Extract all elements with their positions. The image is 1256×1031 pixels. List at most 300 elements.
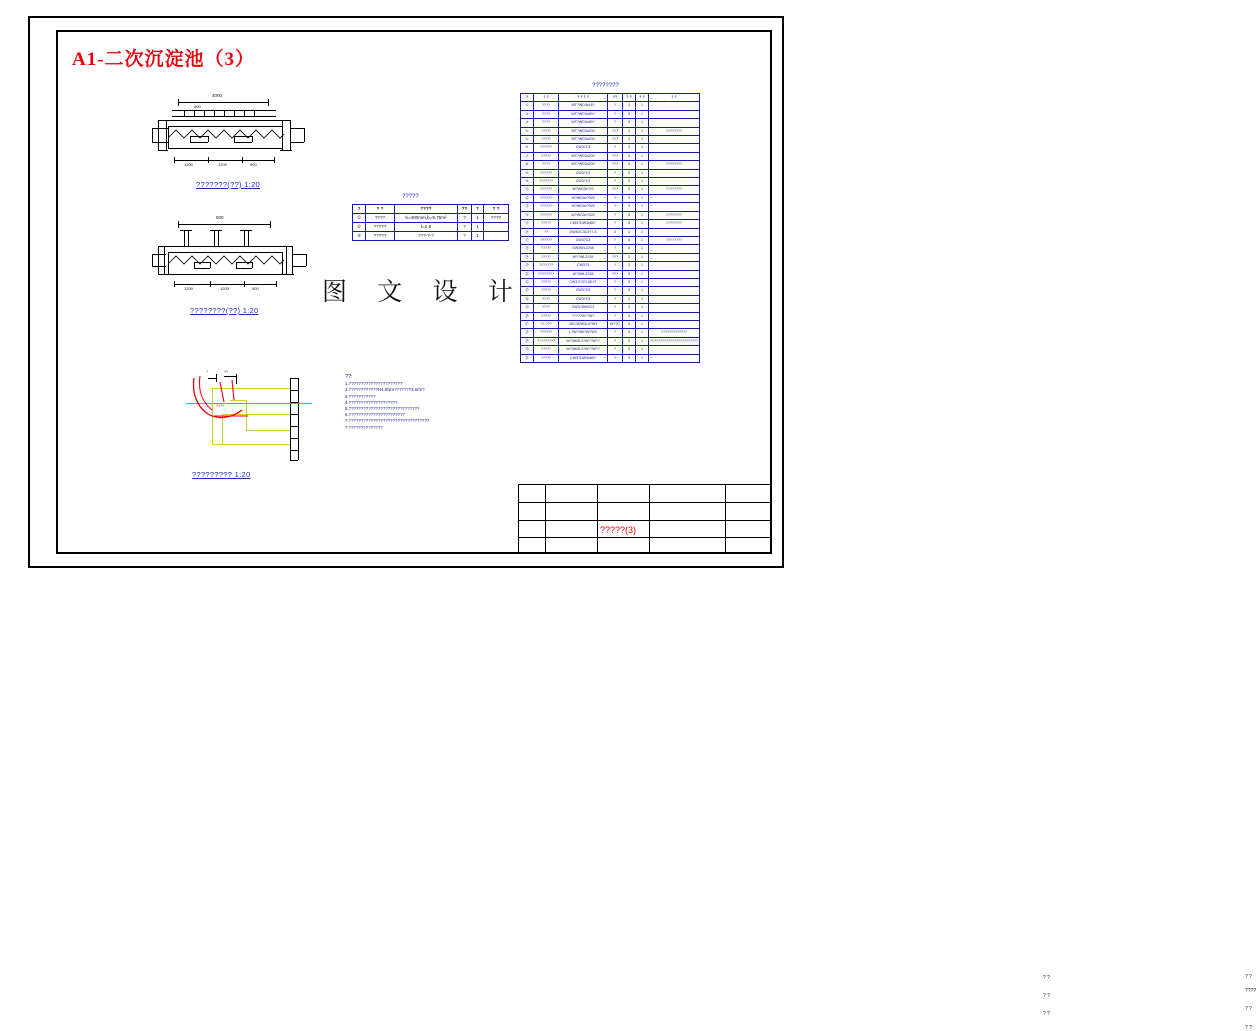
bom-cell: ㉗ bbox=[521, 320, 534, 328]
bom-cell: 3 bbox=[623, 228, 636, 236]
bom-cell: ⑩ bbox=[521, 178, 534, 186]
bom-cell: ????? bbox=[534, 312, 559, 320]
bom-cell: 1 bbox=[636, 186, 649, 194]
bom-cell: 1 bbox=[636, 203, 649, 211]
title-block-label: ? ? bbox=[1245, 974, 1252, 980]
bom-cell: ㉑ bbox=[521, 270, 534, 278]
bom-cell: CW3?DW3C3 bbox=[559, 304, 608, 312]
bom-cell: 1 bbox=[636, 287, 649, 295]
bom-cell bbox=[649, 110, 700, 118]
bom-cell: ???????? bbox=[649, 236, 700, 244]
bom-cell: WT?WD3x50? bbox=[559, 119, 608, 127]
bom-cell: 1 bbox=[636, 161, 649, 169]
bom-th: ? ? ? ? bbox=[559, 94, 608, 102]
bom-cell: 1 bbox=[636, 312, 649, 320]
bom-cell: ??? bbox=[608, 136, 623, 144]
bom-cell: 3 bbox=[623, 262, 636, 270]
bom-cell: W?3W3L3?W??W?? bbox=[559, 337, 608, 345]
param-cell bbox=[484, 232, 509, 241]
bom-cell: 3 bbox=[623, 127, 636, 135]
param-table bbox=[352, 204, 509, 241]
bom-row bbox=[521, 110, 700, 118]
bom-cell: CW3?C3?L3D?T bbox=[559, 278, 608, 286]
bom-cell: 3 bbox=[623, 203, 636, 211]
bom-cell: 1 bbox=[636, 236, 649, 244]
bom-cell: ㉚ bbox=[521, 346, 534, 354]
scraper-arm-detail bbox=[190, 372, 270, 432]
bom-cell: 1 bbox=[636, 169, 649, 177]
bom-cell: W?WD3x?020 bbox=[559, 203, 608, 211]
param-th: ???? bbox=[395, 205, 458, 214]
bom-cell: 3 bbox=[623, 144, 636, 152]
bom-cell: 3 bbox=[623, 354, 636, 362]
bom-cell: ㉔ bbox=[521, 295, 534, 303]
bom-cell: ㉖ bbox=[521, 312, 534, 320]
bom-th: ?? bbox=[608, 94, 623, 102]
bom-cell: ?????? bbox=[534, 329, 559, 337]
bom-cell: ? bbox=[608, 236, 623, 244]
bom-cell: 1 bbox=[636, 320, 649, 328]
bom-cell: ? bbox=[608, 119, 623, 127]
bom-cell: ⑥ bbox=[521, 144, 534, 152]
bom-cell: CW3?DW3x80? bbox=[559, 220, 608, 228]
bom-cell: ?? bbox=[534, 228, 559, 236]
param-cell: ② bbox=[353, 223, 366, 232]
bom-row bbox=[521, 102, 700, 110]
bom-cell bbox=[649, 228, 700, 236]
bom-cell: W??WL3?28 bbox=[559, 253, 608, 261]
bom-cell bbox=[649, 262, 700, 270]
bom-header-row bbox=[521, 94, 700, 102]
bom-cell: ? bbox=[608, 312, 623, 320]
bom-cell: ???????? bbox=[649, 127, 700, 135]
bom-cell: 3 bbox=[623, 211, 636, 219]
bom-cell: ???? bbox=[534, 304, 559, 312]
bom-row bbox=[521, 169, 700, 177]
bom-cell: 3 bbox=[623, 278, 636, 286]
bom-row bbox=[521, 220, 700, 228]
bom-row bbox=[521, 320, 700, 328]
bom-cell: DW4DC3C4??-3 bbox=[559, 228, 608, 236]
bom-cell: ㉒ bbox=[521, 278, 534, 286]
bom-cell: 3 bbox=[623, 329, 636, 337]
bom-cell bbox=[649, 178, 700, 186]
title-block-label: ? ? bbox=[1245, 1025, 1252, 1031]
bom-cell: ? bbox=[608, 337, 623, 345]
bom-cell: ⑪ bbox=[521, 186, 534, 194]
bom-cell bbox=[649, 152, 700, 160]
param-cell: 1 bbox=[472, 214, 484, 223]
bom-cell: 3 bbox=[623, 295, 636, 303]
page-title: A1-二次沉淀池（3） bbox=[72, 49, 256, 70]
bom-cell: CW3?C3 bbox=[559, 144, 608, 152]
bom-cell: 1 bbox=[636, 102, 649, 110]
bom-cell: ⑮ bbox=[521, 220, 534, 228]
bom-cell: WT?WD3x200 bbox=[559, 161, 608, 169]
bom-cell: 3 bbox=[623, 337, 636, 345]
param-cell: ???-?-? bbox=[395, 232, 458, 241]
bom-cell bbox=[649, 136, 700, 144]
bom-cell: 1 bbox=[636, 304, 649, 312]
bom-cell: ???????? bbox=[649, 161, 700, 169]
param-th: ? bbox=[472, 205, 484, 214]
bom-cell: ???? bbox=[534, 119, 559, 127]
bom-cell: ㉓ bbox=[521, 287, 534, 295]
drawing-name: ?????(3) bbox=[600, 525, 637, 535]
bom-cell: 1 bbox=[636, 295, 649, 303]
bom-cell: ⑰ bbox=[521, 236, 534, 244]
bom-row bbox=[521, 203, 700, 211]
title-block-label: ???? bbox=[1245, 988, 1256, 994]
bom-cell: 4DC3DW3L4?W3 bbox=[559, 320, 608, 328]
bom-cell bbox=[649, 102, 700, 110]
bom-cell: 1 bbox=[636, 194, 649, 202]
param-cell: ③ bbox=[353, 232, 366, 241]
bom-cell: ⑭ bbox=[521, 211, 534, 219]
bom-cell bbox=[649, 354, 700, 362]
param-table-header-row bbox=[353, 205, 509, 214]
bom-cell: DW3WL3?48 bbox=[559, 245, 608, 253]
bom-row bbox=[521, 295, 700, 303]
bom-cell: 1 bbox=[636, 178, 649, 186]
bom-cell: ????? bbox=[534, 220, 559, 228]
bom-cell: ? bbox=[608, 203, 623, 211]
bom-cell bbox=[649, 287, 700, 295]
bom-th: ? ? bbox=[534, 94, 559, 102]
bom-title: ???????? bbox=[592, 83, 619, 89]
bom-cell: ?????W??W? bbox=[559, 312, 608, 320]
bom-cell: ????? bbox=[534, 253, 559, 261]
bom-cell: W?WD3x?020 bbox=[559, 194, 608, 202]
bom-cell: CW3?C3 bbox=[559, 287, 608, 295]
bom-cell: 1 bbox=[636, 228, 649, 236]
bom-cell bbox=[649, 320, 700, 328]
bom-cell: ③ bbox=[521, 119, 534, 127]
bom-cell bbox=[649, 346, 700, 354]
bom-cell: ???? bbox=[534, 161, 559, 169]
bom-cell: 1 bbox=[636, 144, 649, 152]
bom-row bbox=[521, 194, 700, 202]
bom-cell: ㉘ bbox=[521, 329, 534, 337]
bom-row bbox=[521, 136, 700, 144]
param-table-row bbox=[353, 232, 509, 241]
param-cell: ???? bbox=[366, 214, 395, 223]
bom-cell: ? bbox=[608, 304, 623, 312]
bom-cell: ???????? bbox=[649, 186, 700, 194]
bom-row bbox=[521, 354, 700, 362]
bom-cell: 1 bbox=[636, 127, 649, 135]
bom-cell bbox=[649, 295, 700, 303]
bom-cell: ???????? bbox=[649, 220, 700, 228]
bom-cell: ⑲ bbox=[521, 253, 534, 261]
bom-table bbox=[520, 93, 700, 363]
bom-cell: 3 bbox=[623, 346, 636, 354]
note-line: 4.???????????????????? bbox=[345, 399, 398, 405]
bom-cell: 1 bbox=[636, 354, 649, 362]
bom-cell: ??????? bbox=[534, 178, 559, 186]
bom-cell: ? bbox=[608, 287, 623, 295]
bom-row bbox=[521, 253, 700, 261]
bom-cell: ? bbox=[608, 245, 623, 253]
bom-cell: ④ bbox=[521, 127, 534, 135]
bom-cell: 3 bbox=[623, 320, 636, 328]
bom-cell: ⑳ bbox=[521, 262, 534, 270]
bom-cell: 1 bbox=[636, 245, 649, 253]
notes-heading: ??: bbox=[345, 374, 353, 380]
bom-cell: WT?WD3x200 bbox=[559, 127, 608, 135]
bom-cell: ????????????? bbox=[649, 329, 700, 337]
bom-row bbox=[521, 346, 700, 354]
param-cell: ???? bbox=[484, 214, 509, 223]
bom-th: ? ? bbox=[649, 94, 700, 102]
bom-cell: 3 bbox=[623, 270, 636, 278]
bom-cell: ??? bbox=[608, 186, 623, 194]
bom-cell: 1 bbox=[636, 211, 649, 219]
bom-cell: ? bbox=[608, 262, 623, 270]
bom-row bbox=[521, 262, 700, 270]
bom-cell: 1 bbox=[636, 110, 649, 118]
bom-th: ? ? bbox=[636, 94, 649, 102]
note-line: 7.?????????????? bbox=[345, 424, 383, 430]
bom-row bbox=[521, 127, 700, 135]
bom-cell: ???????? bbox=[534, 270, 559, 278]
bom-cell: ? bbox=[608, 178, 623, 186]
bom-cell: WT?WD3x18? bbox=[559, 102, 608, 110]
bom-row bbox=[521, 304, 700, 312]
bom-cell: ???? bbox=[534, 295, 559, 303]
bom-cell: ㉕ bbox=[521, 304, 534, 312]
bom-th: ? ? bbox=[623, 94, 636, 102]
bom-cell: ??????? bbox=[534, 262, 559, 270]
bom-row bbox=[521, 228, 700, 236]
bom-th: ? bbox=[521, 94, 534, 102]
bom-cell: ? bbox=[608, 110, 623, 118]
title-block-label: ? ? bbox=[1043, 1011, 1050, 1017]
bom-cell: 3 bbox=[608, 228, 623, 236]
bom-row bbox=[521, 312, 700, 320]
bom-cell: ⑯ bbox=[521, 228, 534, 236]
bom-cell: ?????? bbox=[534, 203, 559, 211]
bom-cell: 3 bbox=[623, 110, 636, 118]
bom-cell bbox=[649, 144, 700, 152]
bom-cell: 1 bbox=[636, 329, 649, 337]
bom-cell bbox=[649, 194, 700, 202]
bom-row bbox=[521, 178, 700, 186]
bom-cell: ? bbox=[608, 329, 623, 337]
title-block-label: ? ? bbox=[1245, 1006, 1252, 1012]
bom-cell: ? bbox=[608, 211, 623, 219]
bom-cell bbox=[649, 245, 700, 253]
bom-row bbox=[521, 270, 700, 278]
bom-cell: ????? bbox=[534, 278, 559, 286]
bom-cell: 3 bbox=[623, 253, 636, 261]
bom-row bbox=[521, 245, 700, 253]
bom-cell: ⑤ bbox=[521, 136, 534, 144]
param-cell: ????? bbox=[366, 232, 395, 241]
bom-cell: ???????? bbox=[649, 211, 700, 219]
bom-cell: ????? bbox=[534, 127, 559, 135]
bom-cell: WT?WD3x200 bbox=[559, 136, 608, 144]
bom-cell: 1 bbox=[636, 270, 649, 278]
bom-cell: W?WD3x?020 bbox=[559, 211, 608, 219]
bom-cell: ? bbox=[608, 169, 623, 177]
bom-cell: CW3?3 bbox=[559, 262, 608, 270]
bom-cell: ???? bbox=[534, 102, 559, 110]
bom-cell: 3 bbox=[623, 220, 636, 228]
bom-row bbox=[521, 144, 700, 152]
notes-block bbox=[345, 374, 495, 431]
bom-cell: ??? bbox=[608, 270, 623, 278]
bom-cell: ??? bbox=[608, 253, 623, 261]
view-plan-top-caption: ???????(??) 1:20 bbox=[196, 180, 261, 189]
bom-cell: ⑦ bbox=[521, 152, 534, 160]
bom-cell: 1 bbox=[636, 253, 649, 261]
param-cell: ? bbox=[458, 223, 472, 232]
bom-row bbox=[521, 287, 700, 295]
bom-cell: ? bbox=[608, 194, 623, 202]
param-cell: ????? bbox=[366, 223, 395, 232]
bom-cell: 3 bbox=[623, 161, 636, 169]
param-th: ? ? bbox=[484, 205, 509, 214]
param-cell: 1 bbox=[472, 223, 484, 232]
bom-cell: 1 bbox=[636, 220, 649, 228]
bom-cell: CW3?C3 bbox=[559, 236, 608, 244]
bom-cell: ?????? bbox=[534, 211, 559, 219]
bom-cell: 3 bbox=[623, 169, 636, 177]
bom-cell: ㉛ bbox=[521, 354, 534, 362]
bom-cell: ? bbox=[608, 102, 623, 110]
bom-cell: ????? bbox=[534, 346, 559, 354]
bom-cell: 1 bbox=[636, 346, 649, 354]
bom-cell: ⑱ bbox=[521, 245, 534, 253]
bom-cell bbox=[649, 278, 700, 286]
bom-cell: ? bbox=[608, 354, 623, 362]
bom-cell: WT?WD3x200 bbox=[559, 152, 608, 160]
note-line: 7.????????????????????????????????? bbox=[345, 418, 430, 424]
bom-cell: ㉙ bbox=[521, 337, 534, 345]
bom-row bbox=[521, 211, 700, 219]
view-section-mid: 900 1200 1200 900 bbox=[150, 218, 310, 304]
bom-cell: WT?WD3x50? bbox=[559, 110, 608, 118]
note-line: 6.??????????????????????? bbox=[345, 412, 405, 418]
bom-cell: W?3WL3?28 bbox=[559, 270, 608, 278]
bom-cell bbox=[649, 119, 700, 127]
bom-cell: L?W?3W?W?W3 bbox=[559, 329, 608, 337]
param-cell: b=400mm,b=5.75m² bbox=[395, 214, 458, 223]
param-cell: t=2.8 bbox=[395, 223, 458, 232]
bom-cell: ?????? bbox=[534, 144, 559, 152]
bom-cell: ?????? bbox=[534, 186, 559, 194]
bom-cell: ??? bbox=[608, 152, 623, 160]
bom-cell: ? bbox=[608, 278, 623, 286]
bom-cell: ⑬ bbox=[521, 203, 534, 211]
note-line: 2.????????????H4.0Nm???????3.0/m? bbox=[345, 387, 425, 393]
bom-cell: 3 bbox=[623, 312, 636, 320]
sawtooth-weir-profile-2 bbox=[168, 254, 284, 266]
sawtooth-weir-profile bbox=[168, 128, 284, 140]
note-line: 5.????????????????????????????? bbox=[345, 406, 420, 412]
bom-row bbox=[521, 186, 700, 194]
bom-cell: 3 bbox=[623, 245, 636, 253]
bom-cell: ????? bbox=[534, 354, 559, 362]
bom-cell bbox=[649, 169, 700, 177]
bom-cell: ? bbox=[608, 295, 623, 303]
bom-cell: 3 bbox=[623, 152, 636, 160]
bom-cell: ????? bbox=[534, 245, 559, 253]
bom-cell: ??? bbox=[608, 161, 623, 169]
param-table-row bbox=[353, 214, 509, 223]
view-detail-bottom-caption: ????????? 1:20 bbox=[192, 470, 251, 479]
title-block bbox=[518, 484, 1256, 1031]
bom-row bbox=[521, 329, 700, 337]
bom-cell bbox=[649, 312, 700, 320]
bom-cell: ?????? bbox=[534, 169, 559, 177]
bom-cell: 3 bbox=[623, 186, 636, 194]
bom-cell: ? bbox=[608, 220, 623, 228]
bom-cell: W?WD3x?70 bbox=[559, 186, 608, 194]
bom-cell: 1 bbox=[636, 136, 649, 144]
watermark-text: 图 文 设 计 bbox=[322, 279, 525, 306]
bom-cell: ????????? bbox=[534, 337, 559, 345]
bom-cell: 1 bbox=[636, 278, 649, 286]
bom-cell: ? bbox=[608, 346, 623, 354]
param-th: ? ? bbox=[366, 205, 395, 214]
param-th: ? bbox=[353, 205, 366, 214]
view-section-mid-caption: ????????(??) 1:20 bbox=[190, 306, 259, 315]
bom-row bbox=[521, 236, 700, 244]
view-detail-bottom: ? ?? ???? bbox=[186, 370, 316, 466]
bom-cell: 3 bbox=[623, 119, 636, 127]
bom-cell: ??? bbox=[608, 127, 623, 135]
view-plan-top: 4000 1200 1200 900 400 bbox=[150, 98, 310, 178]
bom-cell: 3 bbox=[623, 287, 636, 295]
bom-cell bbox=[649, 203, 700, 211]
bom-cell: 1 bbox=[636, 119, 649, 127]
bom-row bbox=[521, 152, 700, 160]
bom-cell: 3 bbox=[623, 194, 636, 202]
bom-cell: 3 bbox=[623, 102, 636, 110]
bom-cell: 3 bbox=[623, 178, 636, 186]
bom-cell: 3 bbox=[623, 136, 636, 144]
bom-row bbox=[521, 119, 700, 127]
bom-cell: ① bbox=[521, 102, 534, 110]
bom-cell: CW3?C3 bbox=[559, 169, 608, 177]
bom-cell: 1 bbox=[636, 262, 649, 270]
bom-cell: 1 bbox=[636, 152, 649, 160]
bom-cell: ????? bbox=[534, 152, 559, 160]
bom-cell bbox=[649, 304, 700, 312]
param-table-title: ????? bbox=[402, 194, 419, 200]
bom-cell: W??C bbox=[608, 320, 623, 328]
bom-cell: ⑧ bbox=[521, 161, 534, 169]
param-th: ?? bbox=[458, 205, 472, 214]
bom-cell: CW3?DW3x80? bbox=[559, 354, 608, 362]
bom-cell: ????? bbox=[534, 287, 559, 295]
bom-cell: ???? bbox=[534, 110, 559, 118]
bom-cell: 3 bbox=[623, 304, 636, 312]
title-block-label: ? ? bbox=[1043, 993, 1050, 999]
param-cell: ? bbox=[458, 232, 472, 241]
bom-row bbox=[521, 161, 700, 169]
param-cell: ① bbox=[353, 214, 366, 223]
bom-cell: ? bbox=[608, 144, 623, 152]
bom-cell: ??-??? bbox=[534, 320, 559, 328]
bom-cell: CW3?C3 bbox=[559, 178, 608, 186]
bom-cell bbox=[649, 270, 700, 278]
param-table-row bbox=[353, 223, 509, 232]
bom-cell: ?????? bbox=[534, 236, 559, 244]
param-cell: ? bbox=[458, 214, 472, 223]
